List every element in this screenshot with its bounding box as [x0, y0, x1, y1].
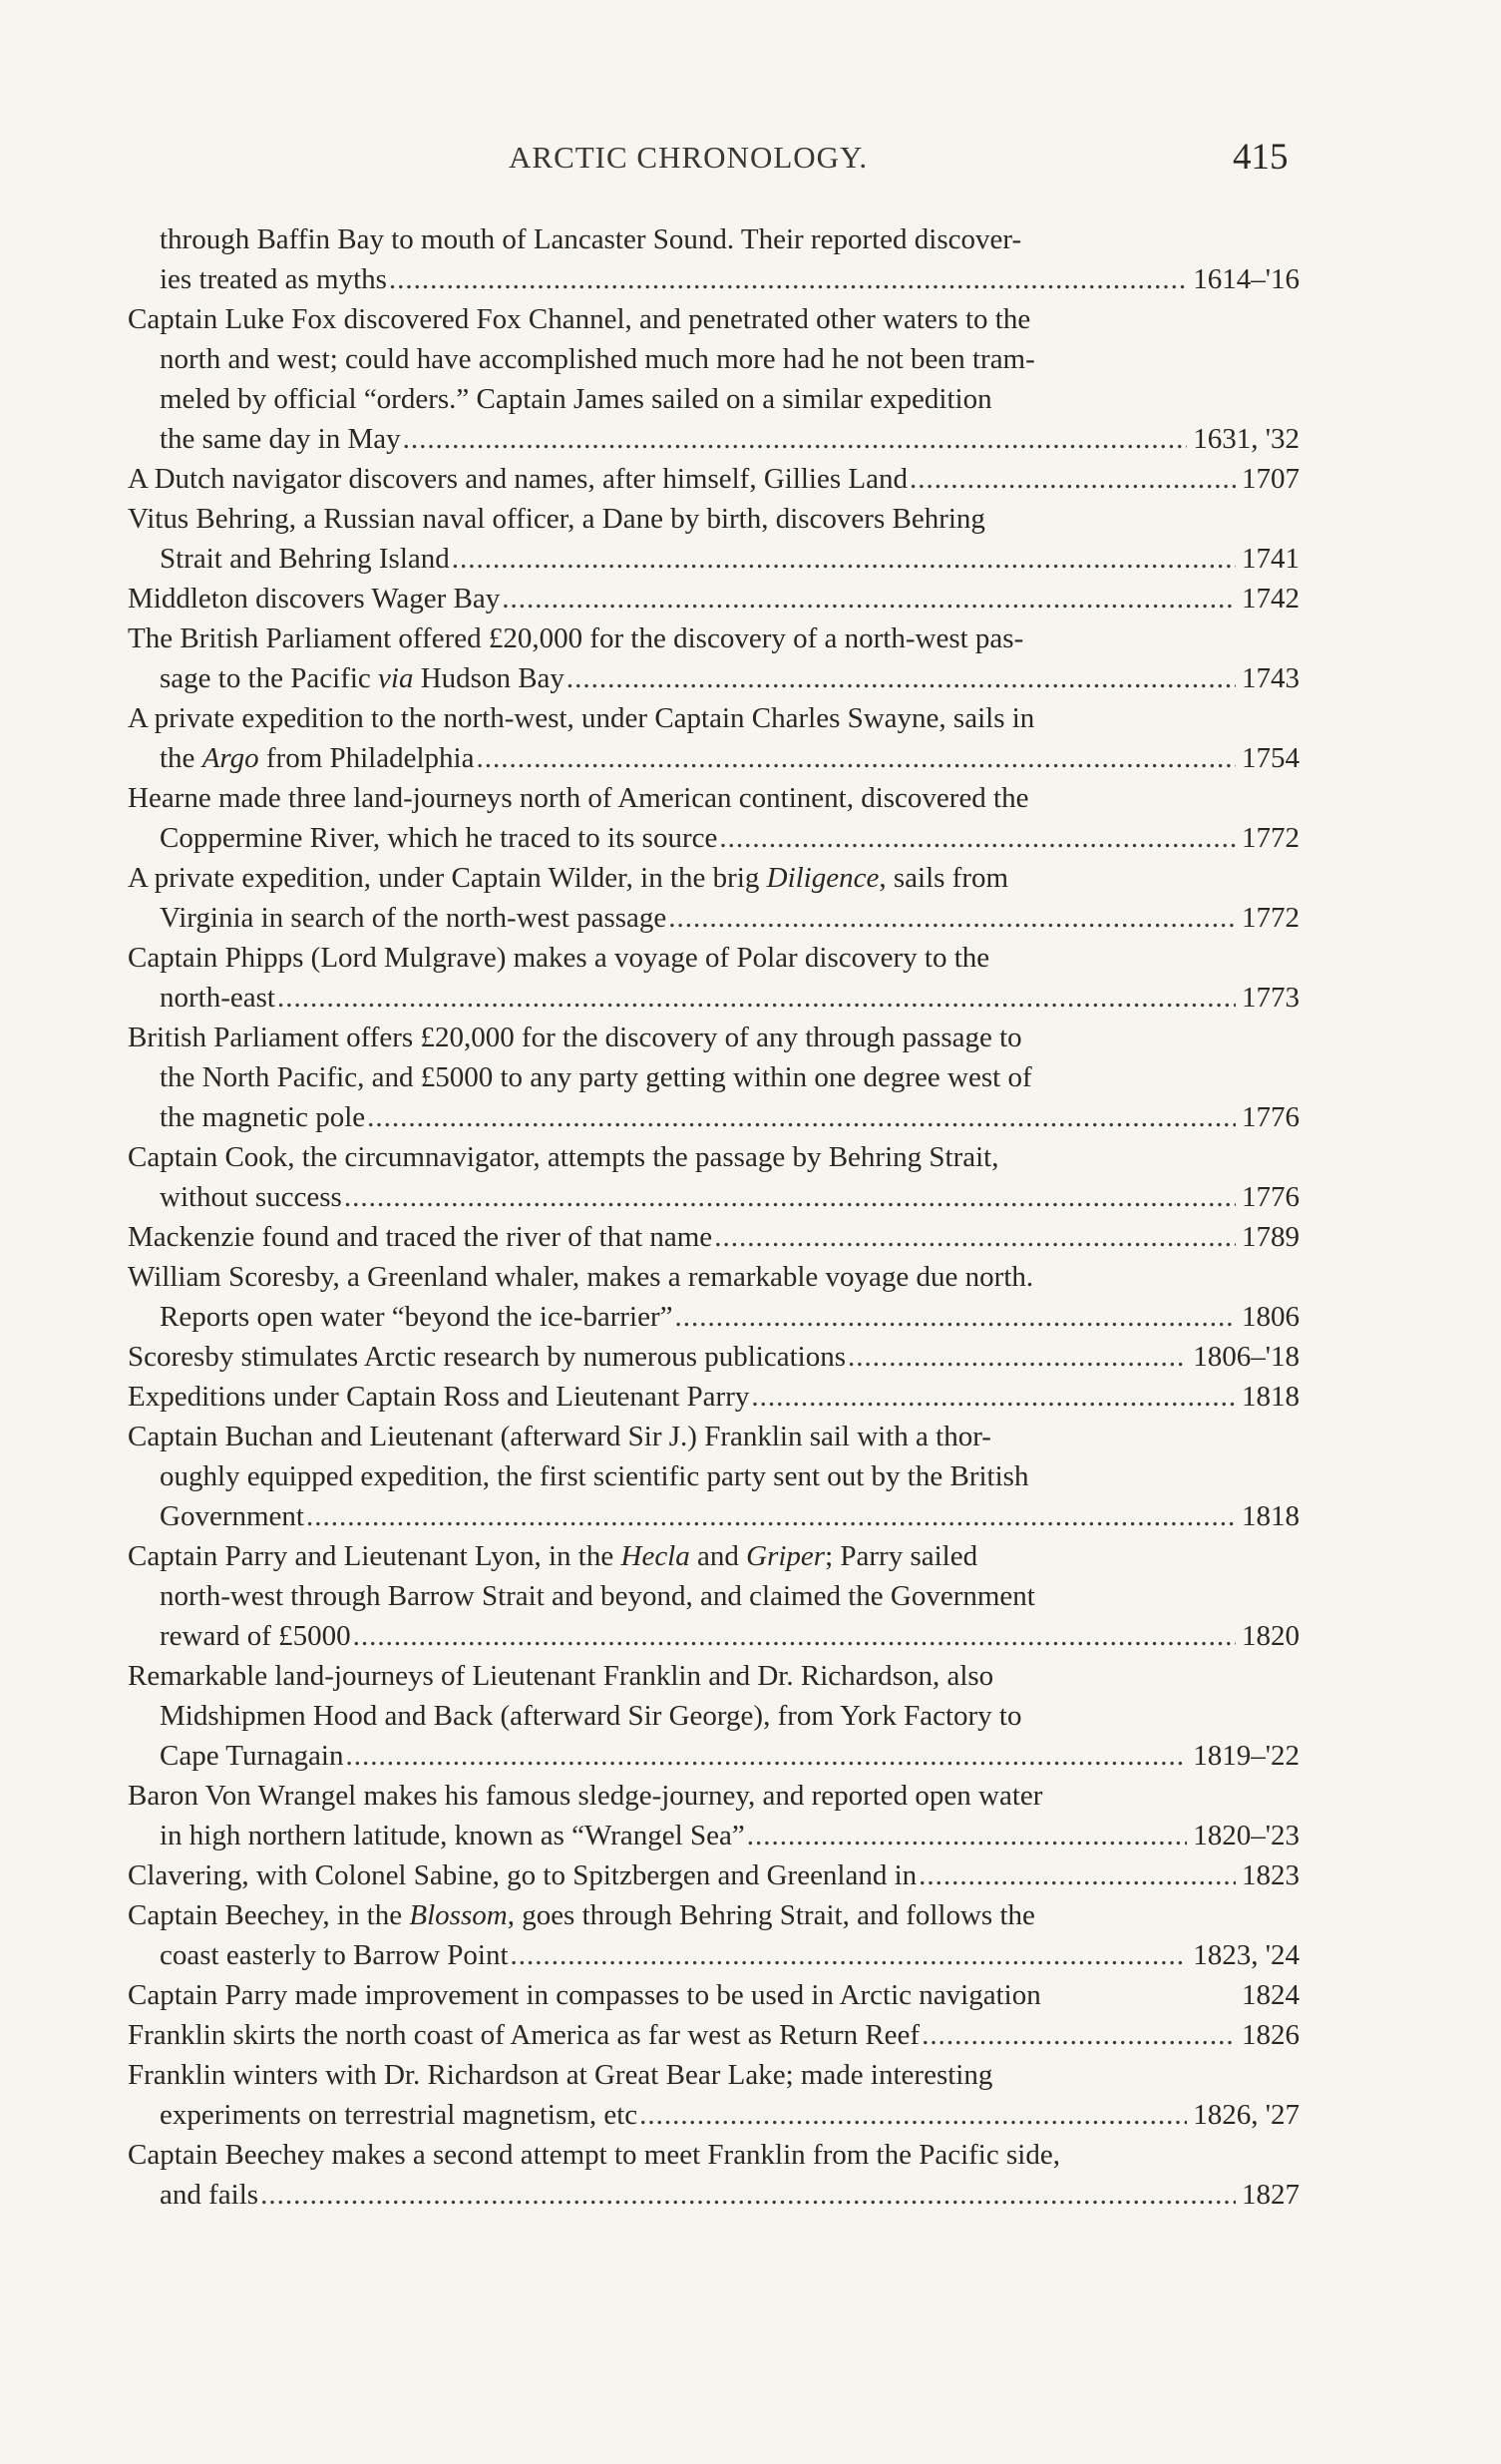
leader-dots [502, 579, 1236, 618]
entry-text-line: William Scoresby, a Greenland whaler, makes a remarkable voyage due north. [128, 1261, 1034, 1293]
entry-final-line [128, 579, 1300, 618]
entry-text-line: Captain Buchan and Lieutenant (afterward Sir J.) Franklin sail with a thor- [128, 1421, 991, 1452]
entry-final-line [128, 1297, 1300, 1337]
leader-dots [403, 419, 1188, 459]
entry-date: 1773 [1242, 982, 1300, 1014]
entry-text-line: Remarkable land-journeys of Lieutenant Franklin and Dr. Richardson, also [128, 1660, 994, 1692]
entry-text-line: sage to the Pacific via Hudson Bay [160, 662, 564, 694]
chronology-entry [128, 1895, 1300, 1975]
chronology-entry [128, 698, 1300, 778]
entry-text-line: A private expedition to the north-west, under Captain Charles Swayne, sails in [128, 702, 1035, 734]
chronology-entry [128, 618, 1300, 698]
chronology-entry [128, 1536, 1300, 1656]
entry-date: 1827 [1242, 2179, 1300, 2211]
entry-text-line: A Dutch navigator discovers and names, after himself, Gillies Land [128, 463, 908, 495]
entry-final-line [128, 1217, 1300, 1257]
entry-date: 1754 [1242, 742, 1300, 774]
entry-text-line: the same day in May [160, 423, 401, 455]
entry-final-line [128, 1935, 1300, 1975]
entry-date: 1824 [1242, 1979, 1300, 2011]
entry-text-line: coast easterly to Barrow Point [160, 1939, 509, 1971]
leader-dots [452, 539, 1236, 579]
entry-final-line [128, 1377, 1300, 1417]
chronology-entry [128, 2135, 1300, 2215]
running-title: ARCTIC CHRONOLOGY. [509, 140, 869, 175]
leader-dots [260, 2175, 1236, 2215]
entry-date: 1806 [1242, 1301, 1300, 1333]
entry-text-line: Coppermine River, which he traced to its source [160, 822, 718, 854]
chronology-entry [128, 1377, 1300, 1417]
leader-dots [345, 1736, 1187, 1776]
entry-text-line: reward of £5000 [160, 1620, 351, 1652]
entry-date: 1789 [1242, 1221, 1300, 1253]
entry-final-line [128, 898, 1300, 938]
entry-text-line: Franklin skirts the north coast of America as far west as Return Reef [128, 2019, 921, 2051]
leader-dots [922, 2015, 1236, 2055]
entry-date: 1776 [1242, 1101, 1300, 1133]
entry-final-line [128, 1177, 1300, 1217]
entry-date: 1743 [1242, 662, 1300, 694]
entry-text-line: Expeditions under Captain Ross and Lieutenant Parry [128, 1381, 750, 1413]
entry-text-line: Vitus Behring, a Russian naval officer, a Dane by birth, discovers Behring [128, 503, 985, 535]
entry-text-line: the Argo from Philadelphia [160, 742, 475, 774]
leader-dots [389, 259, 1187, 299]
entry-text-line: meled by official “orders.” Captain James sailed on a similar expedition [160, 383, 992, 415]
entry-date: 1772 [1242, 822, 1300, 854]
entry-date: 1818 [1242, 1500, 1300, 1532]
entry-final-line [128, 818, 1300, 858]
chronology-entry [128, 1656, 1300, 1776]
entry-text-line: Scoresby stimulates Arctic research by numerous publications [128, 1341, 846, 1373]
chronology-list [128, 219, 1300, 2215]
leader-dots [668, 898, 1236, 938]
chronology-entry [128, 299, 1300, 459]
leader-dots [919, 1855, 1236, 1895]
entry-text-line: Hearne made three land-journeys north of American continent, discovered the [128, 782, 1029, 814]
entry-text-line: the magnetic pole [160, 1101, 366, 1133]
entry-text-line: Baron Von Wrangel makes his famous sledge-journey, and reported open water [128, 1780, 1043, 1812]
entry-date: 1820 [1242, 1620, 1300, 1652]
entry-text-line: Reports open water “beyond the ice-barrier” [160, 1301, 673, 1333]
entry-text-line: north-east [160, 982, 275, 1014]
entry-final-line [128, 1097, 1300, 1137]
leader-dots [367, 1097, 1236, 1137]
entry-text-line: north and west; could have accomplished much more had he not been tram- [160, 343, 1035, 375]
entry-date: 1707 [1242, 463, 1300, 495]
entry-date: 1614–'16 [1193, 263, 1300, 295]
entry-date: 1823, '24 [1193, 1939, 1300, 1971]
chronology-entry [128, 219, 1300, 299]
entry-text-line: Captain Beechey, in the Blossom, goes through Behring Strait, and follows the [128, 1899, 1035, 1931]
leader-dots [511, 1935, 1188, 1975]
leader-dots [719, 818, 1236, 858]
leader-dots [675, 1297, 1236, 1337]
entry-final-line [128, 738, 1300, 778]
entry-text-line: Captain Phipps (Lord Mulgrave) makes a voyage of Polar discovery to the [128, 942, 990, 974]
entry-text-line: without success [160, 1181, 342, 1213]
entry-final-line [128, 658, 1300, 698]
leader-dots [566, 658, 1236, 698]
leader-dots [639, 2095, 1187, 2135]
entry-date: 1806–'18 [1193, 1341, 1300, 1373]
chronology-entry [128, 1417, 1300, 1536]
entry-text-line: Mackenzie found and traced the river of that name [128, 1221, 713, 1253]
entry-text-line: Clavering, with Colonel Sabine, go to Spitzbergen and Greenland in [128, 1859, 918, 1891]
entry-text-line: Franklin winters with Dr. Richardson at Great Bear Lake; made interesting [128, 2059, 993, 2091]
leader-dots [277, 978, 1236, 1018]
leader-dots [751, 1377, 1236, 1417]
chronology-entry [128, 858, 1300, 938]
entry-date: 1820–'23 [1193, 1820, 1300, 1851]
entry-final-line [128, 459, 1300, 499]
entry-date: 1819–'22 [1193, 1740, 1300, 1772]
chronology-entry [128, 778, 1300, 858]
entry-date: 1823 [1242, 1859, 1300, 1891]
entry-final-line [128, 2015, 1300, 2055]
entry-text-line: experiments on terrestrial magnetism, etc [160, 2099, 638, 2131]
entry-date: 1631, '32 [1193, 423, 1300, 455]
entry-text-line: north-west through Barrow Strait and beyond, and claimed the Government [160, 1580, 1035, 1612]
entry-date: 1826, '27 [1193, 2099, 1300, 2131]
entry-text-line: Strait and Behring Island [160, 543, 450, 575]
entry-final-line [128, 419, 1300, 459]
entry-text-line: ies treated as myths [160, 263, 387, 295]
entry-text-line: A private expedition, under Captain Wilder, in the brig Diligence, sails from [128, 862, 1009, 894]
entry-date: 1826 [1242, 2019, 1300, 2051]
entry-text-line: Middleton discovers Wager Bay [128, 583, 501, 615]
entry-final-line [128, 1616, 1300, 1656]
chronology-entry [128, 938, 1300, 1018]
leader-dots [353, 1616, 1236, 1656]
leader-dots [848, 1337, 1187, 1377]
entry-final-line [128, 1816, 1300, 1855]
chronology-entry [128, 1337, 1300, 1377]
entry-final-line [128, 1496, 1300, 1536]
chronology-entry [128, 2015, 1300, 2055]
chronology-entry [128, 1257, 1300, 1337]
entry-date: 1776 [1242, 1181, 1300, 1213]
entry-date: 1818 [1242, 1381, 1300, 1413]
entry-final-line [128, 2175, 1300, 2215]
chronology-entry [128, 1137, 1300, 1217]
chronology-entry [128, 459, 1300, 499]
chronology-entry [128, 1217, 1300, 1257]
chronology-entry [128, 2055, 1300, 2135]
leader-dots [910, 459, 1236, 499]
entry-date: 1741 [1242, 543, 1300, 575]
entry-text-line: The British Parliament offered £20,000 for the discovery of a north-west pas- [128, 622, 1024, 654]
entry-text-line: through Baffin Bay to mouth of Lancaster Sound. Their reported discover- [160, 223, 1022, 255]
entry-final-line [128, 1975, 1300, 2015]
entry-text-line: Captain Luke Fox discovered Fox Channel, and penetrated other waters to the [128, 303, 1031, 335]
entry-text-line: British Parliament offers £20,000 for the discovery of any through passage to [128, 1022, 1022, 1053]
entry-date: 1742 [1242, 583, 1300, 615]
entry-text-line: Midshipmen Hood and Back (afterward Sir George), from York Factory to [160, 1700, 1022, 1732]
entry-text-line: Captain Cook, the circumnavigator, attempts the passage by Behring Strait, [128, 1141, 999, 1173]
entry-final-line [128, 259, 1300, 299]
entry-text-line: Captain Beechey makes a second attempt to meet Franklin from the Pacific side, [128, 2139, 1060, 2171]
entry-text-line: Government [160, 1500, 304, 1532]
chronology-entry [128, 1855, 1300, 1895]
leader-dots [747, 1816, 1188, 1855]
page-number: 415 [1233, 137, 1289, 178]
entry-text-line: Cape Turnagain [160, 1740, 344, 1772]
entry-text-line: Captain Parry and Lieutenant Lyon, in the Hecla and Griper; Parry sailed [128, 1540, 978, 1572]
chronology-entry [128, 499, 1300, 579]
entry-date: 1772 [1242, 902, 1300, 934]
leader-dots [476, 738, 1236, 778]
entry-final-line [128, 1736, 1300, 1776]
leader-dots [344, 1177, 1236, 1217]
chronology-entry [128, 579, 1300, 618]
entry-final-line [128, 2095, 1300, 2135]
running-head [0, 137, 1297, 184]
entry-text-line: Captain Parry made improvement in compasses to be used in Arctic navigation [128, 1979, 1041, 2011]
entry-text-line: the North Pacific, and £5000 to any party getting within one degree west of [160, 1061, 1032, 1093]
chronology-entry [128, 1018, 1300, 1137]
entry-final-line [128, 978, 1300, 1018]
entry-text-line: and fails [160, 2179, 259, 2211]
entry-final-line [128, 1855, 1300, 1895]
entry-text-line: in high northern latitude, known as “Wrangel Sea” [160, 1820, 745, 1851]
entry-final-line [128, 539, 1300, 579]
leader-dots [306, 1496, 1236, 1536]
leader-dots [714, 1217, 1236, 1257]
entry-text-line: Virginia in search of the north-west passage [160, 902, 667, 934]
entry-text-line: oughly equipped expedition, the first scientific party sent out by the British [160, 1460, 1029, 1492]
chronology-entry [128, 1776, 1300, 1855]
chronology-entry [128, 1975, 1300, 2015]
entry-final-line [128, 1337, 1300, 1377]
